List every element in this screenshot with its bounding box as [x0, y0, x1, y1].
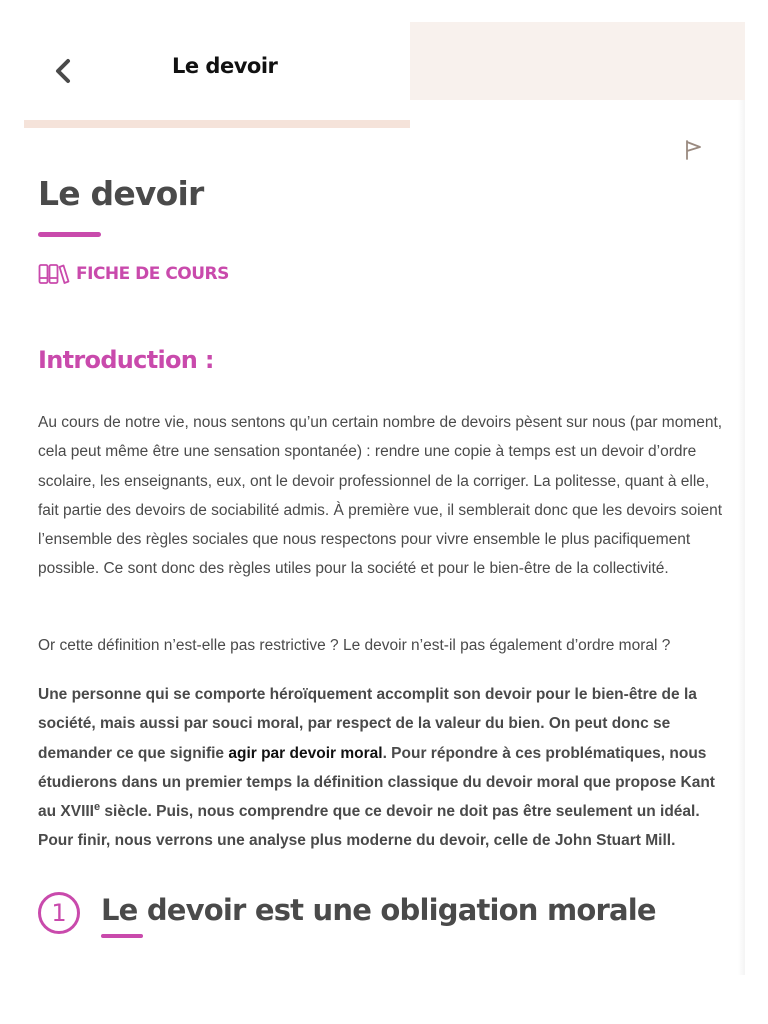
chevron-left-icon [53, 58, 73, 84]
intro-paragraph-3-text: . Pour répondre à ces problématiques, nous étudierons dans un premier temps la définition classique du devoir moral que propose Kant au XVIII [38, 744, 715, 821]
intro-paragraph-3 [38, 680, 730, 856]
superscript: e [94, 801, 101, 814]
back-button[interactable] [48, 56, 78, 86]
report-button[interactable] [682, 138, 706, 162]
part-underline [101, 934, 143, 938]
header-side-panel [410, 22, 745, 100]
category-tag [38, 262, 229, 286]
introduction-heading: Introduction : [38, 346, 214, 374]
intro-paragraph-1: Au cours de notre vie, nous sentons qu’un certain nombre de devoirs pèsent sur nous (par moment, cela peut même être une sensation spontanée) : rendre une copie à temps est un devoir d’ordre scolaire, les enseignants, eux, ont le devoir professionnel de la corriger. La politesse, quant à elle, fait partie des devoirs de sociabilité admis. À première vue, il semblerait donc que les devoirs soient l’ensemble des règles sociales que nous respectons pour vivre ensemble le plus pacifiquement possible. Ce sont donc des règles utiles pour la société et pour le bien-être de la collectivité. [38, 414, 723, 578]
books-icon [38, 262, 70, 286]
part-number-badge: 1 [38, 892, 80, 934]
header-divider [24, 120, 410, 128]
intro-paragraph-2: Or cette définition n’est-elle pas restrictive ? Le devoir n’est-il pas également d’ordre moral ? [38, 637, 671, 654]
header-title: Le devoir [172, 54, 278, 78]
content-card-edge [738, 100, 745, 975]
page-title: Le devoir [38, 174, 204, 213]
part-title: Le devoir est une obligation morale [101, 893, 656, 927]
keyword-highlight: agir par devoir moral [228, 744, 383, 762]
flag-icon [682, 138, 706, 162]
title-underline [38, 232, 101, 237]
intro-paragraph-3-text: Une personne qui se comporte héroïquement accomplit son devoir pour le bien-être de la société, mais aussi par souci moral, par respect de la valeur du bien. On peut donc se demander ce que signifie [38, 686, 697, 762]
category-label: FICHE DE COURS [76, 264, 229, 284]
intro-paragraph-3-text: siècle. Puis, nous comprendre que ce devoir ne doit pas être seulement un idéal. Pour finir, nous verrons une analyse plus moderne du devoir, celle de John Stuart Mill. [38, 803, 700, 850]
